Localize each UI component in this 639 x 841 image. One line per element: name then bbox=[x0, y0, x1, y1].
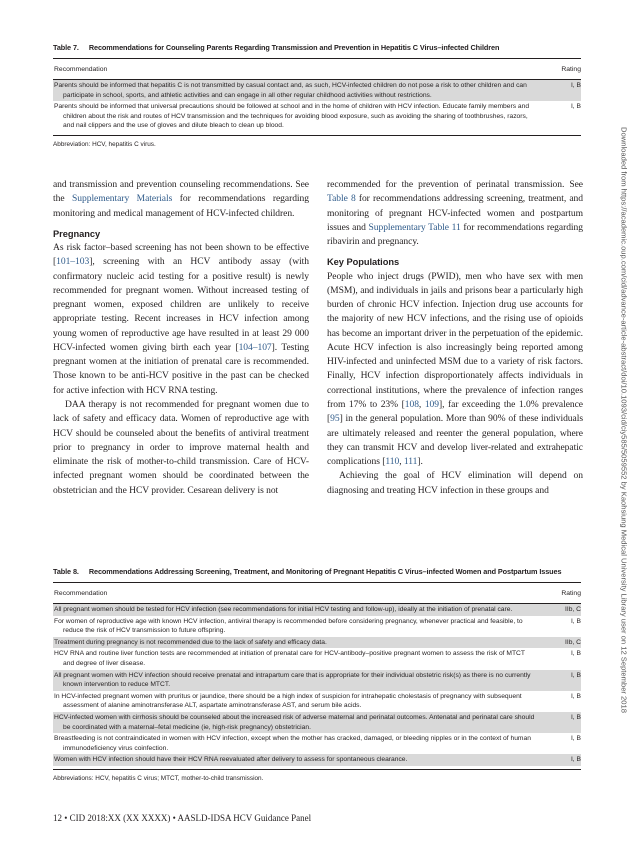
table-7-caption: Table 7. Recommendations for Counseling Parents Regarding Transmission and Prevention in Hepatitis C Virus–infected Children bbox=[53, 43, 500, 52]
table-row: Treatment during pregnancy is not recommended due to the lack of safety and efficacy data. IIb, C bbox=[53, 637, 581, 649]
paragraph: People who inject drugs (PWID), men who have sex with men (MSM), and individuals in jails and prisons bear a particularly high burden of chronic HCV infection. Injection drug use accounts for the majority of new HCV infections, and the rising use of opioids has become an important driver in the perpetuation of the epidemic. Acute HCV infection is also increasingly being reported among HIV-infected and uninfected MSM due to a variety of risk factors. Finally, HCV infection disproportionately affects individuals in correctional institutions, where the prevalence of infection ranges from 17% to 23% [108, 109], far exceeding the 1.0% prevalence [95] in the general population. More than 90% of these individuals are ultimately released and reenter the general population, where they can transmit HCV and develop liver-related and extrahepatic complications [110, 111]. bbox=[327, 270, 583, 468]
table-8 bbox=[53, 567, 581, 782]
reference-link[interactable]: 109 bbox=[424, 398, 439, 410]
supplementary-link[interactable]: Supplementary Materials bbox=[72, 193, 173, 205]
paragraph: As risk factor–based screening has not been shown to be effective [101–103], screening with an HCV antibody assay (with confirmatory nucleic acid testing for a positive result) is newly recommended for pregnant women. Without increased testing of pregnant women, exposed children are unlikely to receive appropriate testing. Recent increases in HCV infection among young women of reproductive age have resulted in at least 29 000 HCV-infected women giving birth each year [104–107]. Testing pregnant women at the initiation of prenatal care is recommended. Those known to be anti-HCV positive in the past can be checked for active infection with HCV RNA testing. bbox=[53, 242, 310, 396]
table-row: All pregnant women with HCV infection should receive prenatal and intrapartum care that is appropriate for their individual obstetric risk(s) as there is no currently known intervention to reduce MTCT. I, B bbox=[53, 670, 581, 691]
section-heading-key-populations: Key Populations bbox=[327, 257, 400, 268]
table-row: HCV-infected women with cirrhosis should be counseled about the increased risk of adverse maternal and perinatal outcomes. Antenatal and perinatal care should be coordinated with a maternal–fetal medicine (ie, high-risk pregnancy) obstetrician. I, B bbox=[53, 712, 581, 733]
body-column-right bbox=[327, 178, 583, 498]
paragraph: and transmission and prevention counseling recommendations. See the Supplementary Materials for recommendations regarding monitoring and medical management of HCV-infected children. bbox=[53, 179, 309, 219]
supplementary-table-link[interactable]: Supplementary Table 11 bbox=[368, 221, 461, 233]
table-row: Parents should be informed that hepatitis C is not transmitted by casual contact and, as such, HCV-infected children do not pose a risk to other children and can participate in school, sports, and athletic activities and can engage in all other regular childhood activities without restrictions. I, B bbox=[53, 80, 581, 101]
section-heading-pregnancy: Pregnancy bbox=[53, 228, 101, 239]
table-row: Women with HCV infection should have their HCV RNA reevaluated after delivery to assess for spontaneous clearance. I, B bbox=[53, 754, 581, 766]
paragraph: DAA therapy is not recommended for pregnant women due to lack of safety and efficacy data. Women of reproductive age with HCV should be counseled about the benefits of antiviral treatment prior to pregnancy in order to improve maternal health and eliminate the risk of mother-to-child transmission. Care of HCV-infected pregnant women should be coordinated between the obstetrician and the HCV provider. Cesarean delivery is not bbox=[53, 398, 309, 496]
table-row: Parents should be informed that universal precautions should be followed at school and in the home of children with HCV infection. Educate family members and children about the risk and routes of HCV transmission and the techniques for avoiding blood exposure, such as avoiding the sharing of toothbrushes, razors, and nail clippers and the use of gloves and dilute bleach to clean up blood. I, B bbox=[54, 103, 581, 130]
table-row: In HCV-infected pregnant women with pruritus or jaundice, there should be a high index of suspicion for intrahepatic cholestasis of pregnancy with subsequent assessment of alanine aminotransferase ALT, aspartate aminotransferase AST, and serum bile acids. I, B bbox=[54, 692, 581, 710]
reference-link[interactable]: 110 bbox=[385, 456, 400, 468]
table-abbreviation: Abbreviations: HCV, hepatitis C virus; MTCT, mother-to-child transmission. bbox=[53, 774, 264, 782]
reference-link[interactable]: 95 bbox=[330, 413, 340, 425]
download-watermark: Downloaded from https://academic.oup.com/cid/advance-article-abstract/doi/10.1093/cid/ciy585/5059552 by Kaohsiung Medical University Library user on 12 September 2018 bbox=[619, 127, 629, 713]
table-row: HCV RNA and routine liver function tests are recommended at initiation of prenatal care for HCV-antibody–positive pregnant women to assess the risk of MTCT and degree of liver disease. I, B bbox=[54, 650, 581, 667]
table-8-caption: Table 8. Recommendations Addressing Screening, Treatment, and Monitoring of Pregnant Hepatitis C Virus–infected Women and Postpartum Issues bbox=[53, 567, 562, 576]
table-header: Recommendation Rating bbox=[54, 65, 581, 73]
page-footer: 12 • CID 2018:XX (XX XXXX) • AASLD-IDSA HCV Guidance Panel bbox=[53, 813, 312, 823]
reference-link[interactable]: 108 bbox=[404, 398, 419, 410]
table-header: Recommendation Rating bbox=[54, 589, 581, 597]
paragraph: recommended for the prevention of perinatal transmission. See Table 8 for recommendations addressing screening, treatment, and monitoring of pregnant HCV-infected women and postpartum issues and Supplementary Table 11 for recommendations regarding ribavirin and pregnancy. bbox=[327, 179, 583, 248]
reference-link[interactable]: 101–103 bbox=[56, 256, 90, 268]
reference-link[interactable]: 111 bbox=[403, 456, 418, 468]
table-row: Breastfeeding is not contraindicated in women with HCV infection, except when the mother has cracked, damaged, or bleeding nipples or in the context of human immunodeficiency virus coinfection. I, B bbox=[54, 735, 581, 752]
paragraph: Achieving the goal of HCV elimination will depend on diagnosing and treating HCV infection in these groups and bbox=[327, 470, 583, 496]
table-row: For women of reproductive age with known HCV infection, antiviral therapy is recommended before considering pregnancy, whenever practical and feasible, to reduce the risk of HCV transmission to future offspring. I, B bbox=[54, 617, 581, 635]
table-7 bbox=[53, 43, 581, 148]
body-column-left bbox=[53, 178, 309, 498]
table-row: All pregnant women should be tested for HCV infection (see recommendations for initial HCV testing and follow-up), ideally at the initiation of prenatal care. IIb, C bbox=[53, 604, 581, 616]
table-8-link[interactable]: Table 8 bbox=[327, 193, 356, 205]
reference-link[interactable]: 104–107 bbox=[238, 341, 272, 353]
table-abbreviation: Abbreviation: HCV, hepatitis C virus. bbox=[53, 140, 156, 148]
